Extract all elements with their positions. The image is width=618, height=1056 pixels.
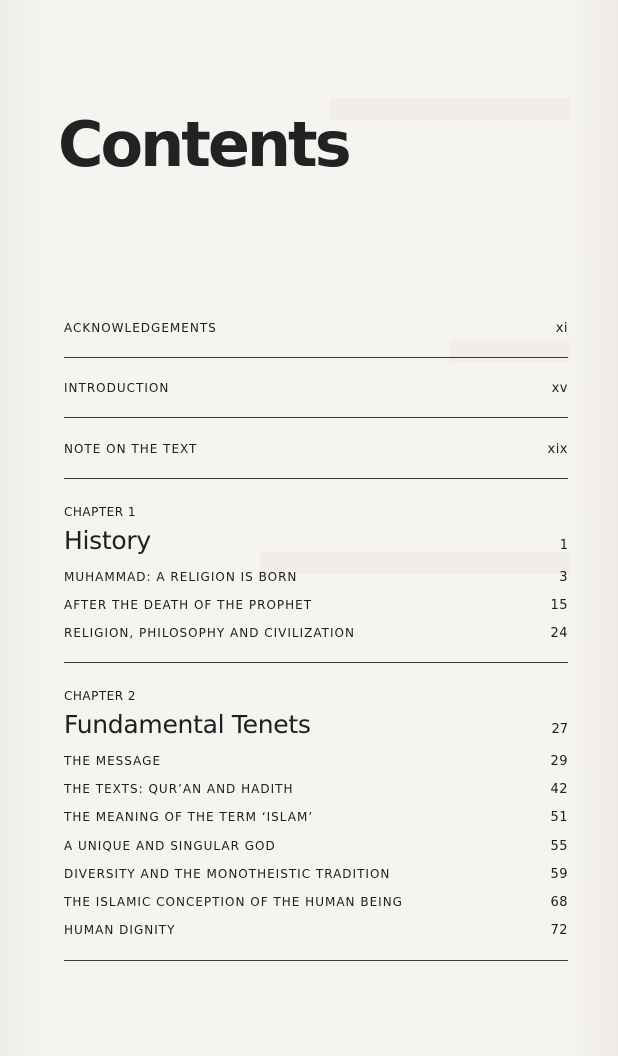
- divider: [64, 478, 568, 479]
- chapter-2-label: CHAPTER 2: [64, 689, 137, 703]
- chapter-page: 27: [551, 722, 568, 737]
- divider: [64, 960, 568, 961]
- toc-entry-page: 29: [550, 754, 568, 769]
- toc-entry-label: THE MESSAGE: [64, 754, 162, 768]
- toc-entry-page: 59: [550, 867, 568, 882]
- chapter-1-heading[interactable]: [64, 526, 568, 555]
- toc-entry-note-on-the-text[interactable]: [64, 442, 568, 457]
- toc-entry-acknowledgements[interactable]: [64, 321, 568, 336]
- chapter-page: 1: [559, 538, 568, 553]
- toc-entry-the-message[interactable]: [64, 754, 568, 769]
- page-title: Contents: [58, 108, 349, 181]
- toc-entry-label: AFTER THE DEATH OF THE PROPHET: [64, 598, 313, 612]
- chapter-title: History: [64, 526, 151, 555]
- toc-entry-page: xix: [547, 442, 568, 457]
- toc-entry-introduction[interactable]: [64, 381, 568, 396]
- chapter-1-label: CHAPTER 1: [64, 505, 137, 519]
- toc-entry-label: THE ISLAMIC CONCEPTION OF THE HUMAN BEING: [64, 895, 403, 909]
- toc-entry-unique-god[interactable]: [64, 839, 568, 854]
- chapter-title: Fundamental Tenets: [64, 710, 311, 739]
- toc-entry-page: xv: [551, 381, 568, 396]
- show-through-band-2: [450, 340, 570, 362]
- toc-entry-label: RELIGION, PHILOSOPHY AND CIVILIZATION: [64, 626, 355, 640]
- toc-entry-label: MUHAMMAD: A RELIGION IS BORN: [64, 570, 298, 584]
- toc-entry-muhammad[interactable]: [64, 570, 568, 585]
- toc-entry-page: 24: [550, 626, 568, 641]
- toc-entry-human-being[interactable]: [64, 895, 568, 910]
- toc-entry-page: 51: [550, 810, 568, 825]
- toc-entry-diversity[interactable]: [64, 867, 568, 882]
- divider: [64, 357, 568, 358]
- toc-entry-page: 15: [550, 598, 568, 613]
- toc-entry-meaning-of-islam[interactable]: [64, 810, 568, 825]
- toc-entry-label: NOTE ON THE TEXT: [64, 442, 198, 456]
- toc-entry-label: DIVERSITY AND THE MONOTHEISTIC TRADITION: [64, 867, 391, 881]
- toc-entry-page: 55: [550, 839, 568, 854]
- toc-entry-label: THE TEXTS: QUR’AN AND HADITH: [64, 782, 294, 796]
- toc-entry-religion-philosophy[interactable]: [64, 626, 568, 641]
- divider: [64, 417, 568, 418]
- toc-entry-label: HUMAN DIGNITY: [64, 923, 176, 937]
- toc-entry-page: xi: [555, 321, 568, 336]
- toc-entry-after-death[interactable]: [64, 598, 568, 613]
- chapter-2-heading[interactable]: [64, 710, 568, 739]
- divider: [64, 662, 568, 663]
- toc-entry-page: 72: [550, 923, 568, 938]
- toc-entry-label: A UNIQUE AND SINGULAR GOD: [64, 839, 276, 853]
- toc-entry-page: 42: [550, 782, 568, 797]
- toc-entry-page: 68: [550, 895, 568, 910]
- toc-entry-page: 3: [559, 570, 568, 585]
- toc-entry-label: INTRODUCTION: [64, 381, 170, 395]
- toc-entry-the-texts[interactable]: [64, 782, 568, 797]
- toc-entry-label: THE MEANING OF THE TERM ‘ISLAM’: [64, 810, 314, 824]
- show-through-band-1: [330, 98, 570, 120]
- toc-entry-label: ACKNOWLEDGEMENTS: [64, 321, 217, 335]
- toc-entry-human-dignity[interactable]: [64, 923, 568, 938]
